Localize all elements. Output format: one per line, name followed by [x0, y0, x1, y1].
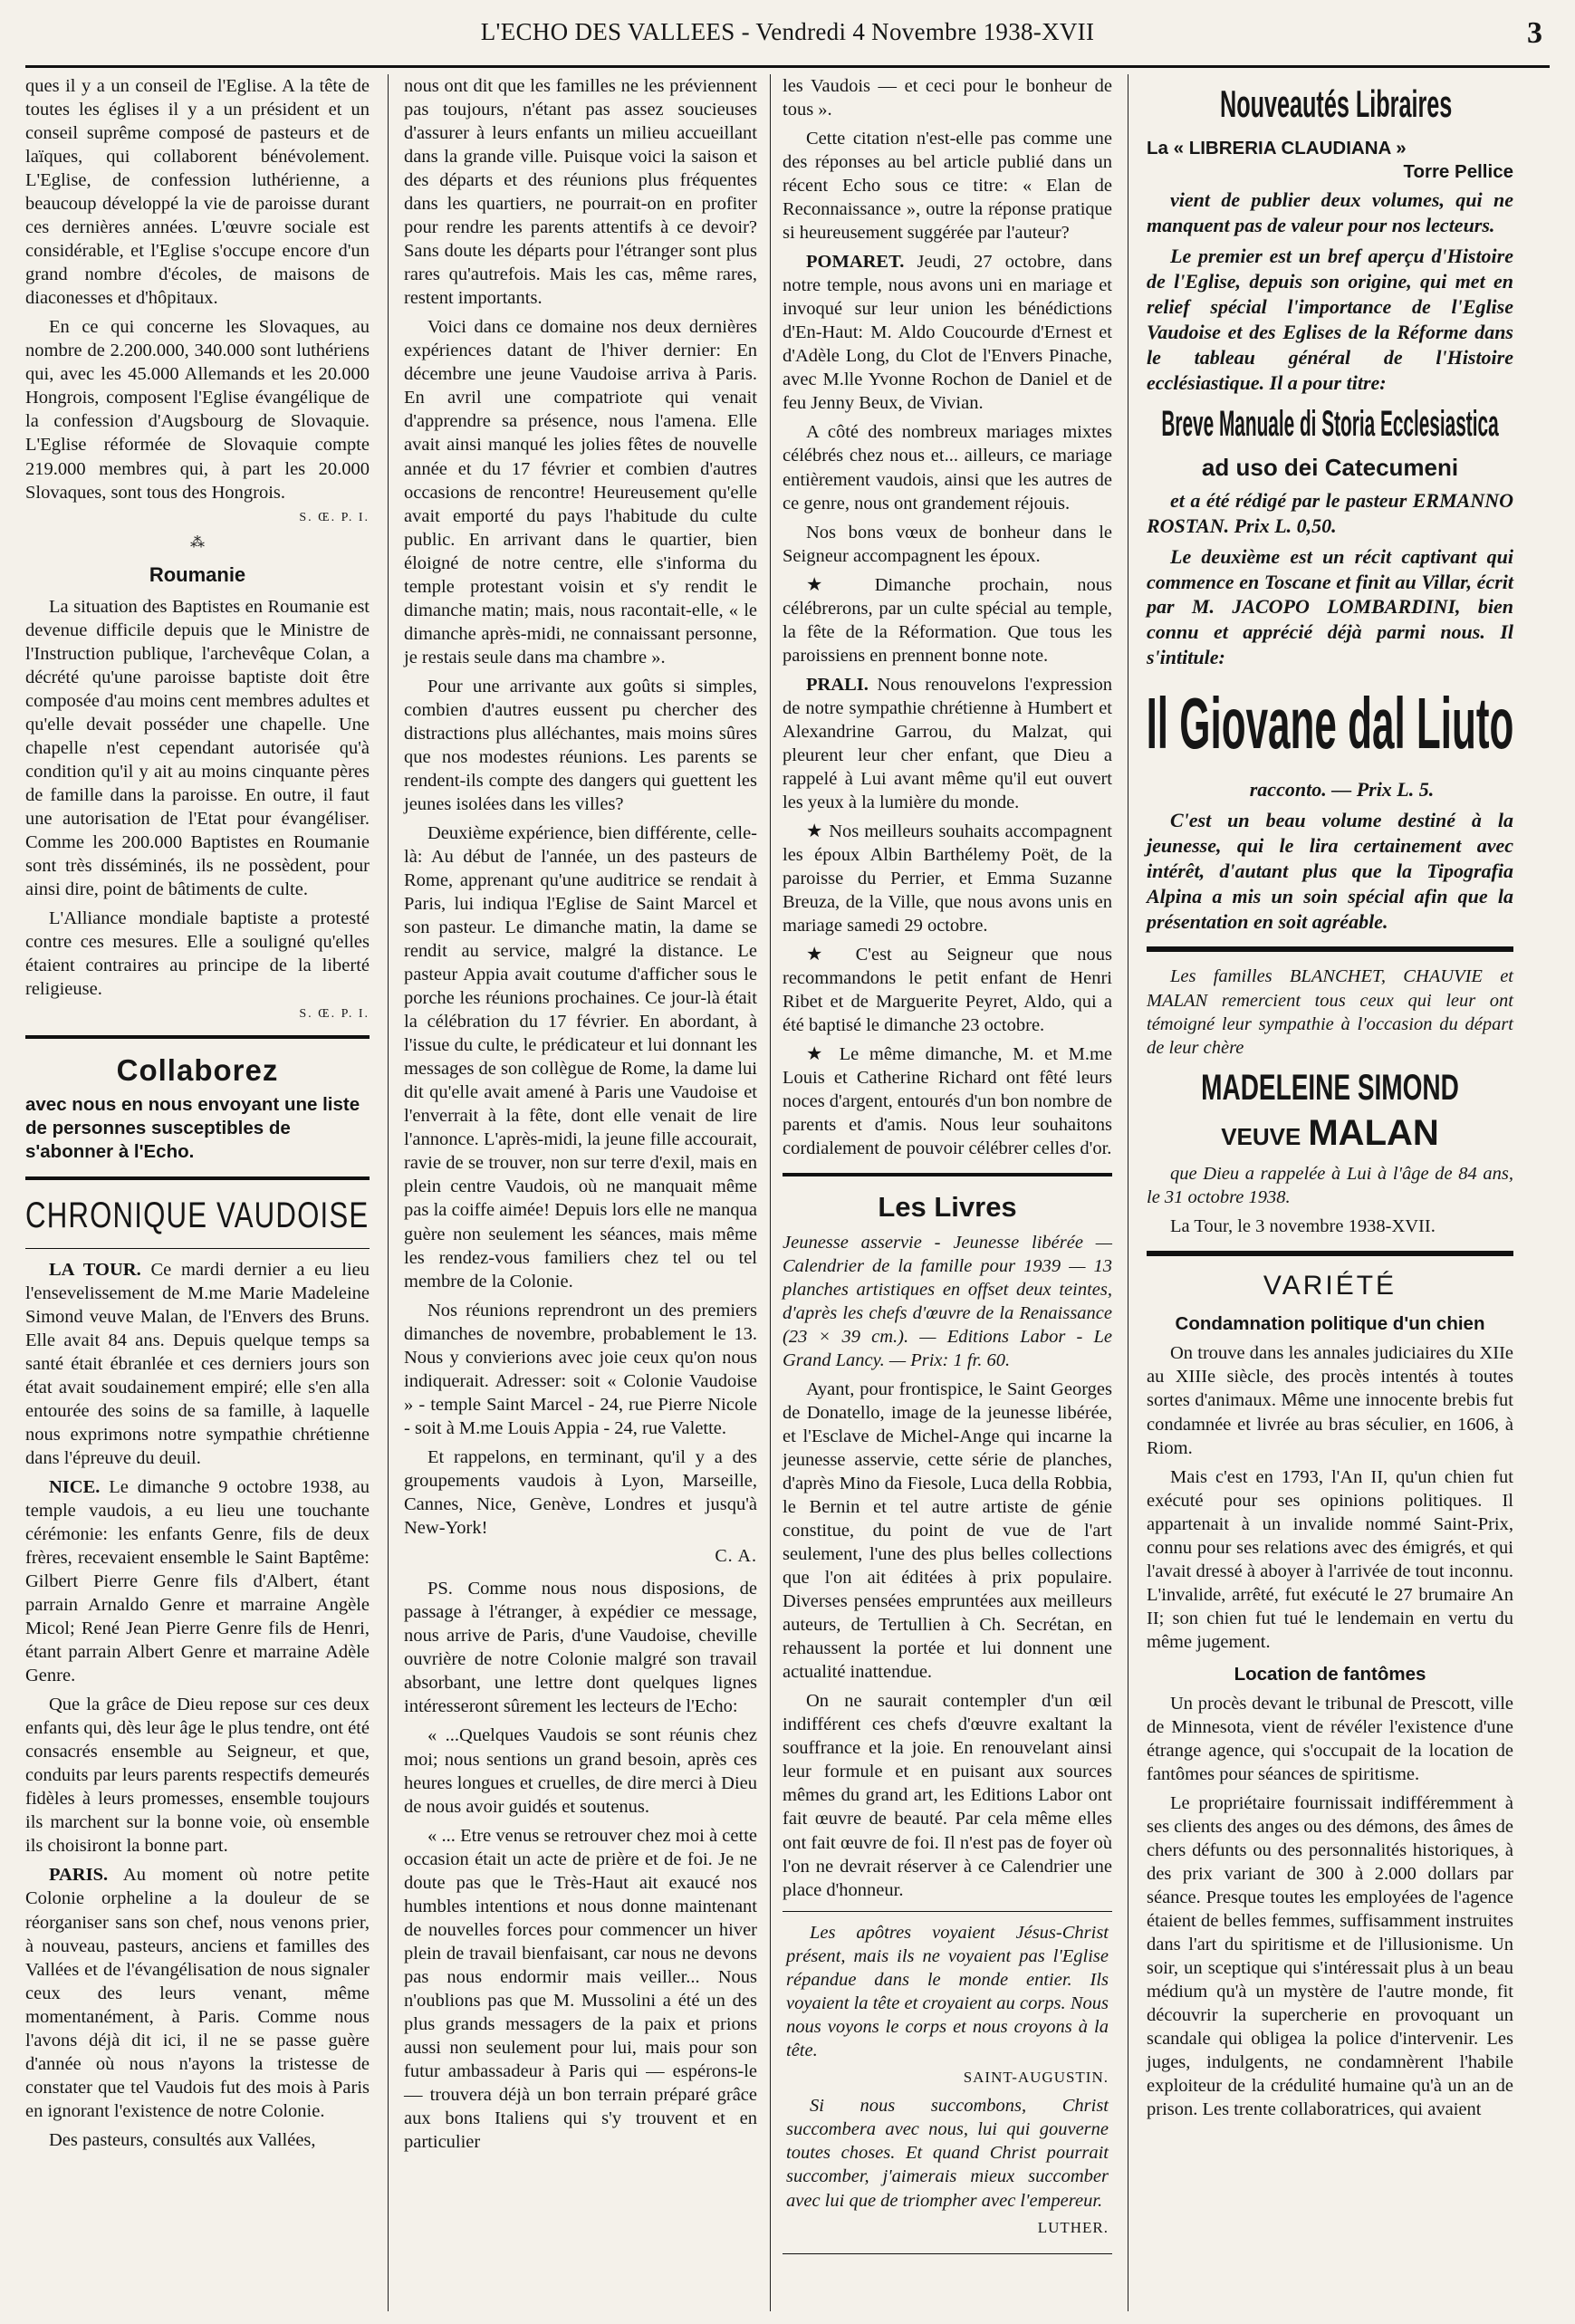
- section-stars: ⁂: [190, 535, 205, 552]
- article-paragraph: « ...Quelques Vaudois se sont réunis chez moi; nous sentions un grand besoin, après ces heures longues et cruelles, de dire merci à Dieu de nous avoir guidés et soutenus.: [404, 1725, 757, 1817]
- ad-text: C'est un beau volume destiné à la jeunesse, qui le lira certainement avec intérêt, d'autant plus que la Tipografia Alpina a mis un soin spécial afin que la présentation en soit agréable.: [1147, 808, 1513, 933]
- thanks-date: La Tour, le 3 novembre 1938-XVII.: [1170, 1216, 1436, 1237]
- collaborez-heading: Collaborez: [116, 1052, 279, 1087]
- article-paragraph: les Vaudois — et ceci pour le bonheur de tous ».: [783, 76, 1112, 120]
- article-text: Nous renouvelons l'expression de notre sympathie chrétienne à Humbert et Alexandrine Garrou, du Malzat, qui pleurent leur cher enfant, que Dieu a rappelé à Lui avant même qu'il eut ouvert les yeux à la lumière du monde.: [783, 674, 1113, 812]
- deceased-name: MADELEINE SIMOND: [1201, 1067, 1459, 1108]
- quote-author: LUTHER.: [1037, 2218, 1109, 2236]
- variete-subheading: Condamnation politique d'un chien: [1175, 1313, 1485, 1335]
- nouveautes-heading: Nouveautés Libraires: [1220, 82, 1453, 125]
- chronique-heading: CHRONIQUE VAUDOISE: [25, 1195, 370, 1235]
- thanks-text: Les familles BLANCHET, CHAUVIE et MALAN remercient tous ceux qui leur ont témoigné leur sympathie à l'occasion du départ de leur chère: [1147, 966, 1513, 1058]
- article-paragraph: Pour une arrivante aux goûts si simples, combien d'autres eussent pu chercher des distractions plus alléchantes, mais moins sûres que nos modestes réunions. Les parents se rendent-ils compte des dangers qui guettent les jeunes isolées dans les villes?: [404, 676, 757, 814]
- veuve-label: VEUVE: [1221, 1123, 1301, 1151]
- article-paragraph: Deuxième expérience, bien différente, celle-là: Au début de l'année, un des pasteurs de Rome, apprenant qu'une auditrice se rendait à Paris, lui indiqua l'Eglise de Saint Marcel et son pasteur. Le dimanche matin, la dame se rendit au service, malgré la distance. Le pasteur Appia avait coutume d'afficher sous le porche les réunions prochaines. Ce jour-là était la célébration du 17 février. En abordant, à l'issue du culte, le prédicateur et lui donnant les messages de son collègue de Rome, la dame lui dit qu'elle avait amené à Paris une Vaudoise et l'enverrait à la fête, dont elle venait de lire l'annonce. L'après-midi, la jeune fille accourait, ravie de se trouver, non sur terre d'exil, mais en plein centre Vaudois, où ne manquait même pas la coiffe aimée! Depuis lors elle ne manqua guère non seulement les séances, mais même les rendez-vous familiers chez tel ou tel membre de la Colonie.: [404, 822, 757, 1292]
- article-paragraph: PS. Comme nous nous disposions, de passage à l'étranger, à expédier ce message, nous arrive de Paris, d'une Vaudoise, cheville ouvrière de notre Colonie malgré son travail absorbant, une lettre dont quelques lignes intéresseront sûrement les lecteurs de l'Echo:: [404, 1579, 757, 1717]
- quote-box: [783, 1911, 1112, 2255]
- article-paragraph: ★ Nos meilleurs souhaits accompagnent les époux Albin Barthélemy Poët, de la paroisse du Perrier, et Emma Suzanne Breuza, de la Ville, que nous avons unis en mariage samedi 29 octobre.: [783, 821, 1112, 936]
- place-lead: PARIS.: [49, 1865, 109, 1886]
- quote-text: Si nous succombons, Christ succombera avec nous, lui qui gouverne toutes choses. Et quand Christ pourrait succomber, j'aimerais mieux succomber avec lui que de triompher avec l'empereur.: [786, 2096, 1109, 2211]
- place-lead: POMARET.: [806, 252, 905, 273]
- masthead: [25, 13, 1550, 68]
- quote-text: Les apôtres voyaient Jésus-Christ présent, mais ils ne voyaient pas l'Eglise répandue dans le monde entier. Ils voyaient la tête et croyaient au corps. Nous nous voyons le corps et nous croyons à la tête.: [786, 1922, 1109, 2060]
- article-paragraph: Ayant, pour frontispice, le Saint Georges de Donatello, image de la jeunesse libérée, et l'Esclave de Michel-Ange qui incarne la jeunesse asservie, cette série de planches, d'après Mino da Fiesole, Luca della Robbia, le Bernin et tel autre artiste de génie constitue, du point de vue de l'art seulement, l'une des plus belles collections que l'on ait éditées à prix populaire. Diverses pensées empruntées aux meilleurs auteurs, de Tertullien à Ch. Secrétan, en rehaussent la portée et lui donnent une actualité inattendue.: [783, 1378, 1112, 1683]
- article-paragraph: Des pasteurs, consultés aux Vallées,: [49, 2129, 316, 2150]
- ad-text: racconto. — Prix L. 5.: [1249, 777, 1435, 801]
- column-rule: [770, 74, 771, 2311]
- column-rule: [388, 74, 389, 2311]
- deceased-married-name: [1147, 1110, 1513, 1157]
- divider: [25, 1248, 370, 1249]
- article-paragraph: La situation des Baptistes en Roumanie est devenue difficile depuis que le Ministre de l'Instruction publique, l'archevêque Colan, a décrété qu'une paroisse baptiste doit être composée d'au moins cent membres adultes et qu'elle devait posséder une chapelle. Une chapelle n'est cependant autorisée qu'à condition qu'il y ait au moins cinquante pères de famille dans la paroisse. En outre, il faut une autorisation de l'Etat pour évangéliser. Comme les 200.000 Baptistes en Roumanie sont très disséminés, ils ne possèdent, pour ainsi dire, point de bâtiments de culte.: [25, 596, 370, 899]
- article-text: Le dimanche 9 octobre 1938, au temple vaudois, a eu lieu une touchante cérémonie: les enfants Genre, fils de deux frères, recevaient ensemble le Saint Baptême: Gilbert Pierre Genre fils d'Albert, étant parrain Arnaldo Genre et marraine Angèle Micol; René Jean Pierre Genre fils de Henri, étant parrain Albert Genre et marraine Adèle Genre.: [25, 1476, 370, 1686]
- article-paragraph: Nos réunions reprendront un des premiers dimanches de novembre, probablement le 13. Nous y convierions avec joie ceux qu'on nous indiquerait. Adresser: soit « Colonie Vaudoise » - temple Saint Marcel - 24, rue Pierre Nicole - soit à M.me Louis Appia - 24, rue Valette.: [404, 1300, 757, 1438]
- article-paragraph: Cette citation n'est-elle pas comme une des réponses au bel article publié dans un récent Echo sous ce titre: « Elan de Reconnaissance », outre la réponse pratique si heureusement suggérée par l'auteur?: [783, 129, 1112, 244]
- article-paragraph: L'Alliance mondiale baptiste a protesté contre ces mesures. Elle a souligné qu'elles étaient contraires au principe de la liberté religieuse.: [25, 908, 370, 1000]
- article-paragraph: Voici dans ce domaine nos deux dernières expériences datant de l'hiver dernier: En décembre une jeune Vaudoise arriva à Paris. En avril une compatriote qui venait d'apprendre sa présence, nous l'amena. Elle avait ainsi manqué les jolies fêtes de nouvelle année et du 17 février et combien d'autres occasions de rencontre! Heureusement qu'elle avait emporté du pays l'habitude du culte public. En arrivant dans le quartier, bien éloigné de notre centre, elle s'informa du temple protestant voisin et s'y rendit le dimanche matin; mais, nous racontait-elle, « le dimanche après-midi, ne connaissant personne, je restais seule dans ma chambre ».: [404, 317, 757, 667]
- article-paragraph: Mais c'est en 1793, l'An II, qu'un chien fut exécuté pour ses opinions politiques. Il appartenait à un invalide nommé Saint-Prix, connu pour ses relations avec des émigrés, et qui l'avait dressé à aboyer à l'arrivée de tout inconnu. L'invalide, arrêté, fut exécuté le 27 brumaire An II; son chien fut tué le lendemain en vertu du même jugement.: [1147, 1466, 1513, 1652]
- article-text: Au moment où notre petite Colonie orpheline a la douleur de se réorganiser sans son chef, nous venons prier, à nouveau, pasteurs, anciens et familles des Vallées et de l'évangélisation de nous signaler ceux des leurs venant, même momentanément, à Paris. Comme nous l'avons déjà dit ici, il ne se passe guère d'année où nous n'ayons la tristesse de constater que tel Vaudois fut des mois à Paris en ignorant l'existence de notre Colonie.: [25, 1865, 370, 2121]
- malan-label: MALAN: [1308, 1113, 1439, 1154]
- article-paragraph: On ne saurait contempler d'un œil indifférent ces chefs d'œuvre exaltant la souffrance et la joie. En renouvelant ainsi leur formule et en puisant aux sources mêmes du grand art, les Editions Labor ont fait œuvre de beauté. Par cela même elles ont fait œuvre de foi. Il n'est pas de foyer où l'on ne devrait réserver à ce Calendrier une place d'honneur.: [783, 1691, 1112, 1900]
- divider: [1147, 1251, 1513, 1256]
- ad-text: et a été rédigé par le pasteur ERMANNO ROSTAN. Prix L. 0,50.: [1147, 488, 1513, 537]
- article-paragraph: Un procès devant le tribunal de Prescott, ville de Minnesota, vient de révéler l'existence d'une étrange agence, qui s'occupait de la location de fantômes pour séances de spiritisme.: [1147, 1693, 1513, 1784]
- book-subtitle: ad uso dei Catecumeni: [1201, 453, 1459, 481]
- book-title-giovane: Il Giovane dal Liuto: [1146, 683, 1514, 764]
- divider: [25, 1176, 370, 1180]
- place-lead: PRALI.: [806, 674, 869, 695]
- column-3: [783, 74, 1112, 2254]
- article-text: Jeudi, 27 octobre, dans notre temple, nous avons uni en mariage et invoqué sur leur union les bénédictions d'En-Haut: M. Aldo Coucourde d'Ernest et d'Adèle Long, du Clot de l'Envers Pinache, avec M.lle Yvonne Rochon de Daniel et de feu Jenny Beux, de Vivian.: [783, 252, 1112, 414]
- thanks-text: que Dieu a rappelée à Lui à l'âge de 84 ans, le 31 octobre 1938.: [1147, 1164, 1513, 1208]
- article-paragraph: A côté des nombreux mariages mixtes célébrés chez nous et... ailleurs, ce mariage entièrement vaudois, ainsi que les autres de ce genre, nous ont grandement réjouis.: [783, 422, 1112, 514]
- article-paragraph: ★ Le même dimanche, M. et M.me Louis et Catherine Richard ont fêté leurs noces d'argent, entourés d'un bon nombre de parents et d'amis. Nous leur souhaitons cordialement de pouvoir célébrer celles d'or.: [783, 1044, 1112, 1159]
- publisher-name: La « LIBRERIA CLAUDIANA »: [1147, 138, 1407, 159]
- article-paragraph: ★ Dimanche prochain, nous célébrerons, par un culte spécial au temple, la fête de la Réformation. Que tous les paroissiens en prennent bonne note.: [783, 574, 1112, 666]
- article-signature: S. Œ. P. I.: [299, 1007, 370, 1022]
- article-paragraph: ★ C'est au Seigneur que nous recommandons le petit enfant de Henri Ribet et de Marguerite Peyret, Aldo, qui a été baptisé le dimanche 23 octobre.: [783, 945, 1112, 1036]
- masthead-title: L'ECHO DES VALLEES - Vendredi 4 Novembre 1938-XVII: [480, 18, 1095, 45]
- article-paragraph: ques il y a un conseil de l'Eglise. A la tête de toutes les églises il y a un président et un conseil suprême composé de pasteurs et de laïques, qui collaborent bénévolement. L'Eglise, de confession luthérienne, a beaucoup développé la vie de paroisse durant ces dernières années. L'œuvre sociale est considérable, et l'Eglise s'occupe encore d'un grand nombre d'écoles, de maisons de diaconesses et d'hôpitaux.: [25, 76, 370, 309]
- divider: [1147, 946, 1513, 952]
- column-2: [404, 74, 757, 2159]
- place-lead: NICE.: [49, 1476, 101, 1497]
- article-text: Ce mardi dernier a eu lieu l'ensevelissement de M.me Marie Madeleine Simond veuve Malan, de l'Envers des Bruns. Elle avait 84 ans. Depuis quelque temps sa santé était ébranlée et ces derniers jours son état avait soudainement empiré; elle s'en alla entourée des soins de sa famille, à laquelle nous exprimons notre sympathie chrétienne dans l'épreuve du deuil.: [25, 1259, 370, 1468]
- collaborez-text: avec nous en nous envoyant une liste de personnes susceptibles de s'abonner à l'Echo.: [25, 1093, 360, 1162]
- variete-subheading: Location de fantômes: [1234, 1663, 1426, 1685]
- article-paragraph: Le propriétaire fournissait indifféremment à ses clients des anges ou des démons, des âmes de chers défunts ou des personnalités historiques, à des prix variant de 300 à 2.000 dollars par séance. Presque toutes les employées de l'agence étaient de belles femmes, suffisamment instruites dans l'art du spiritisme et de l'illusionisme. Un soir, un sceptique qui s'intéressait plus à un beau médium qu'à un mystère de l'autre monde, fit découvrir la supercherie en provoquant un scandale qui obligea la police d'intervenir. Les juges, indulgents, ne condamnèrent l'habile exploiteur de la crédulité humaine qu'à un an de prison. Les trente collaboratrices, qui avaient: [1147, 1792, 1513, 2120]
- article-paragraph: Nos bons vœux de bonheur dans le Seigneur accompagnent les époux.: [783, 522, 1112, 566]
- divider: [783, 1173, 1112, 1176]
- article-paragraph: nous ont dit que les familles ne les préviennent pas toujours, n'étant pas assez soucieuses d'assurer à leurs enfants un milieu accueillant dans la grande ville. Puisque voici la saison et des départs et des réunions plus fréquentes dans les quartiers, ne pourrait-on en profiter pour rendre les parents attentifs à ce devoir? Sans doute les départs pour l'étranger sont plus rares qu'autrefois. Mais les cas, même rares, restent importants.: [404, 76, 757, 309]
- variete-heading: VARIÉTÉ: [1263, 1271, 1397, 1301]
- article-paragraph: Et rappelons, en terminant, qu'il y a des groupements vaudois à Lyon, Marseille, Cannes, Nice, Genève, Londres et jusqu'à New-York!: [404, 1446, 757, 1538]
- ad-text: Le premier est un bref aperçu d'Histoire de l'Eglise, depuis son origine, qui met en relief spécial l'importance de l'Eglise Vaudoise et des Eglises de la Réforme dans le tableau général de l'Histoire ecclésiastique. Il a pour titre:: [1147, 245, 1513, 394]
- publisher-place: Torre Pellice: [1403, 161, 1513, 183]
- livres-heading: Les Livres: [878, 1191, 1017, 1224]
- column-1: [25, 74, 370, 2157]
- book-entry: Jeunesse asservie - Jeunesse libérée — Calendrier de la famille pour 1939 — 13 planches artistiques en offset deux teintes, d'après les chefs d'œuvre de la Renaissance (23 × 39 cm.). — Editions Labor - Le Grand Lancy. — Prix: 1 fr. 60.: [783, 1232, 1112, 1370]
- article-signature: S. Œ. P. I.: [299, 510, 370, 524]
- article-paragraph: « ... Etre venus se retrouver chez moi à cette occasion était un acte de prière et de foi. Je ne doute pas que le Très-Haut ait exaucé nos humbles intentions et nous donne maintenant de nouvelles forces pour commencer un hiver plein de travail bienfaisant, car nous ne devons pas nous endormir mais veiller... Nous n'oublions pas que M. Mussolini a été un des plus grands messagers de la paix et prions aussi non seulement pour lui, mais pour son futur ambassadeur à Paris qui — espérons-le — trouvera déjà un bon terrain préparé grâce aux bons Italiens qui s'y trouvent et en particulier: [404, 1825, 757, 2153]
- divider: [25, 1035, 370, 1039]
- article-signature: C. A.: [715, 1545, 757, 1566]
- section-heading-roumanie: Roumanie: [149, 562, 246, 586]
- book-title-breve: Breve Manuale di Storia Ecclesiastica: [1161, 403, 1499, 444]
- place-lead: LA TOUR.: [49, 1259, 141, 1280]
- column-4: [1147, 74, 1513, 2127]
- ad-text: Le deuxième est un récit captivant qui commence en Toscane et finit au Villar, écrit par M. JACOPO LOMBARDINI, bien connu et apprécié déjà parmi nous. Il s'intitule:: [1147, 544, 1513, 669]
- ad-text: vient de publier deux volumes, qui ne manquent pas de valeur pour nos lecteurs.: [1147, 188, 1513, 237]
- article-paragraph: En ce qui concerne les Slovaques, au nombre de 2.200.000, 340.000 sont luthériens qui, avec les 45.000 Allemands et les 20.000 Hongrois, composent l'Eglise évangélique de la confession d'Augsbourg de Slovaquie. L'Eglise réformée de Slovaquie compte 219.000 membres qui, à part les 20.000 Slovaques, sont tous des Hongrois.: [25, 317, 370, 503]
- quote-author: SAINT-AUGUSTIN.: [963, 2068, 1109, 2086]
- article-paragraph: On trouve dans les annales judiciaires du XIIe au XIIIe siècle, des procès intentés à toutes sortes d'animaux. Même une innocente brebis fut condamnée et livrée au bras séculier, en 1606, à Riom.: [1147, 1343, 1513, 1458]
- article-paragraph: Que la grâce de Dieu repose sur ces deux enfants qui, dès leur âge le plus tendre, ont été consacrés ensemble au Seigneur, et que, conduits par leurs parents respectifs demeurés fidèles à leurs promesses, ensemble toujours ils marchent sur la bonne voie, où ensemble ils choisiront la bonne part.: [25, 1695, 370, 1857]
- page-number: 3: [1527, 16, 1542, 50]
